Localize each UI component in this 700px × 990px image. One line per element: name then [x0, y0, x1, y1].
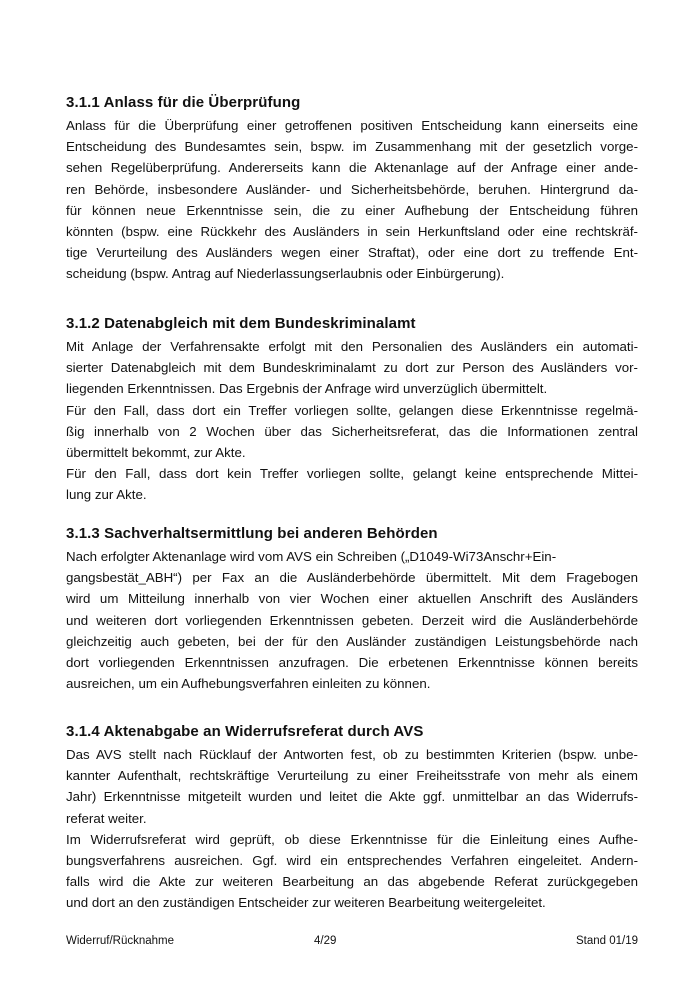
- paragraph-line: scheidung (bspw. Antrag auf Niederlassungserlaubnis oder Einbürgerung).: [66, 266, 505, 282]
- footer-page-number: 4/29: [314, 935, 337, 947]
- page-footer: [66, 935, 638, 951]
- paragraph-line: lung zur Akte.: [66, 487, 147, 503]
- paragraph-line: und weiteren dort vorliegenden Erkenntnissen gebeten. Derzeit wird die Ausländerbehörde: [66, 612, 638, 628]
- paragraph-line: ausreichen, um ein Aufhebungsverfahren einleiten zu können.: [66, 676, 431, 692]
- section-heading: 3.1.1 Anlass für die Überprüfung: [66, 94, 301, 111]
- paragraph-line: ßig innerhalb von 2 Wochen über das Sicherheitsreferat, das die Informationen zentral: [66, 423, 638, 439]
- paragraph-line: Für den Fall, dass dort kein Treffer vorliegen sollte, gelangt keine entsprechende Mittei-: [66, 466, 638, 482]
- paragraph-line: wird um Mitteilung innerhalb von vier Wochen einer aktuellen Anschrift des Ausländers: [66, 591, 638, 607]
- section-heading: 3.1.3 Sachverhaltsermittlung bei anderen Behörden: [66, 525, 438, 542]
- paragraph-line: Für den Fall, dass dort ein Treffer vorliegen sollte, gelangen diese Erkenntnisse regelmä-: [66, 402, 638, 418]
- paragraph-line: gangsbestät_ABH“) per Fax an die Ausländerbehörde übermittelt. Mit dem Fragebogen: [66, 570, 638, 586]
- paragraph-line: Nach erfolgter Aktenanlage wird vom AVS ein Schreiben („D1049-Wi73Anschr+Ein-: [66, 549, 557, 564]
- paragraph-line: für können neue Erkenntnisse sein, die zu einer Aufhebung der Entscheidung führen: [66, 202, 638, 218]
- paragraph-line: Das AVS stellt nach Rücklauf der Antworten fest, ob zu bestimmten Kriterien (bspw. unbe-: [66, 747, 638, 762]
- section-heading: 3.1.2 Datenabgleich mit dem Bundeskriminalamt: [66, 315, 416, 332]
- footer-version: Stand 01/19: [575, 935, 638, 947]
- paragraph-line: Entscheidung des Bundesamtes sein, bspw. im Zusammenhang mit der gesetzlich vorge-: [66, 139, 638, 155]
- paragraph-line: Jahr) Erkenntnisse mitgeteilt wurden und leitet die Akte ggf. unmittelbar an das Widerrufs-: [66, 789, 638, 805]
- paragraph-line: bungsverfahrens ausreichen. Ggf. wird ein entsprechendes Verfahren eingeleitet. Andern-: [66, 853, 638, 869]
- paragraph-line: tige Verurteilung des Ausländers wegen einer Straftat), oder eine dort zu treffende Ent-: [66, 245, 638, 261]
- section-3-1-2: [66, 314, 638, 506]
- paragraph-line: übermittelt bekommt, zur Akte.: [66, 445, 246, 461]
- paragraph-line: gleichzeitig auch gebeten, bei der für den Ausländer zuständigen Leistungsbehörde nach: [66, 633, 638, 649]
- paragraph-line: Anlass für die Überprüfung einer getroffenen positiven Entscheidung kann einerseits eine: [66, 118, 638, 133]
- footer-document-title: Widerruf/Rücknahme: [66, 935, 175, 947]
- paragraph-line: und dort an den zuständigen Entscheider zur weiteren Bearbeitung weitergeleitet.: [66, 895, 546, 911]
- section-3-1-4: [66, 722, 638, 914]
- paragraph-line: liegenden Erkenntnissen. Das Ergebnis der Anfrage wird unverzüglich übermittelt.: [66, 381, 548, 397]
- paragraph-line: Im Widerrufsreferat wird geprüft, ob diese Erkenntnisse für die Einleitung eines Aufhe-: [66, 831, 638, 847]
- paragraph-line: dort vorliegenden Erkenntnissen anzufragen. Die erbetenen Erkenntnisse können bereits: [66, 655, 638, 671]
- paragraph-line: ren Behörde, insbesondere Ausländer- und Sicherheitsbehörde, beruhen. Hintergrund da-: [66, 181, 638, 197]
- section-heading: 3.1.4 Aktenabgabe an Widerrufsreferat durch AVS: [66, 723, 424, 740]
- paragraph-line: sehen Regelüberprüfung. Andererseits kann die Aktenanlage auf der Anfrage einer ande-: [66, 160, 638, 176]
- section-3-1-1: [66, 93, 638, 285]
- paragraph-line: referat weiter.: [66, 810, 147, 826]
- section-3-1-3: [66, 524, 638, 694]
- paragraph-line: könnten (bspw. eine Rückkehr des Ausländers in sein Herkunftsland oder eine rechtskräf-: [66, 224, 638, 240]
- paragraph-line: Mit Anlage der Verfahrensakte erfolgt mit den Personalien des Ausländers ein automati-: [66, 339, 638, 354]
- paragraph-line: kannter Aufenthalt, rechtskräftige Verurteilung zu einer Freiheitsstrafe von mehr als einem: [66, 768, 638, 784]
- paragraph-line: falls wird die Akte zur weiteren Bearbeitung an das abgebende Referat zurückgegeben: [66, 874, 638, 890]
- paragraph-line: sierter Datenabgleich mit dem Bundeskriminalamt zu dort zur Person des Ausländers vor-: [66, 360, 638, 376]
